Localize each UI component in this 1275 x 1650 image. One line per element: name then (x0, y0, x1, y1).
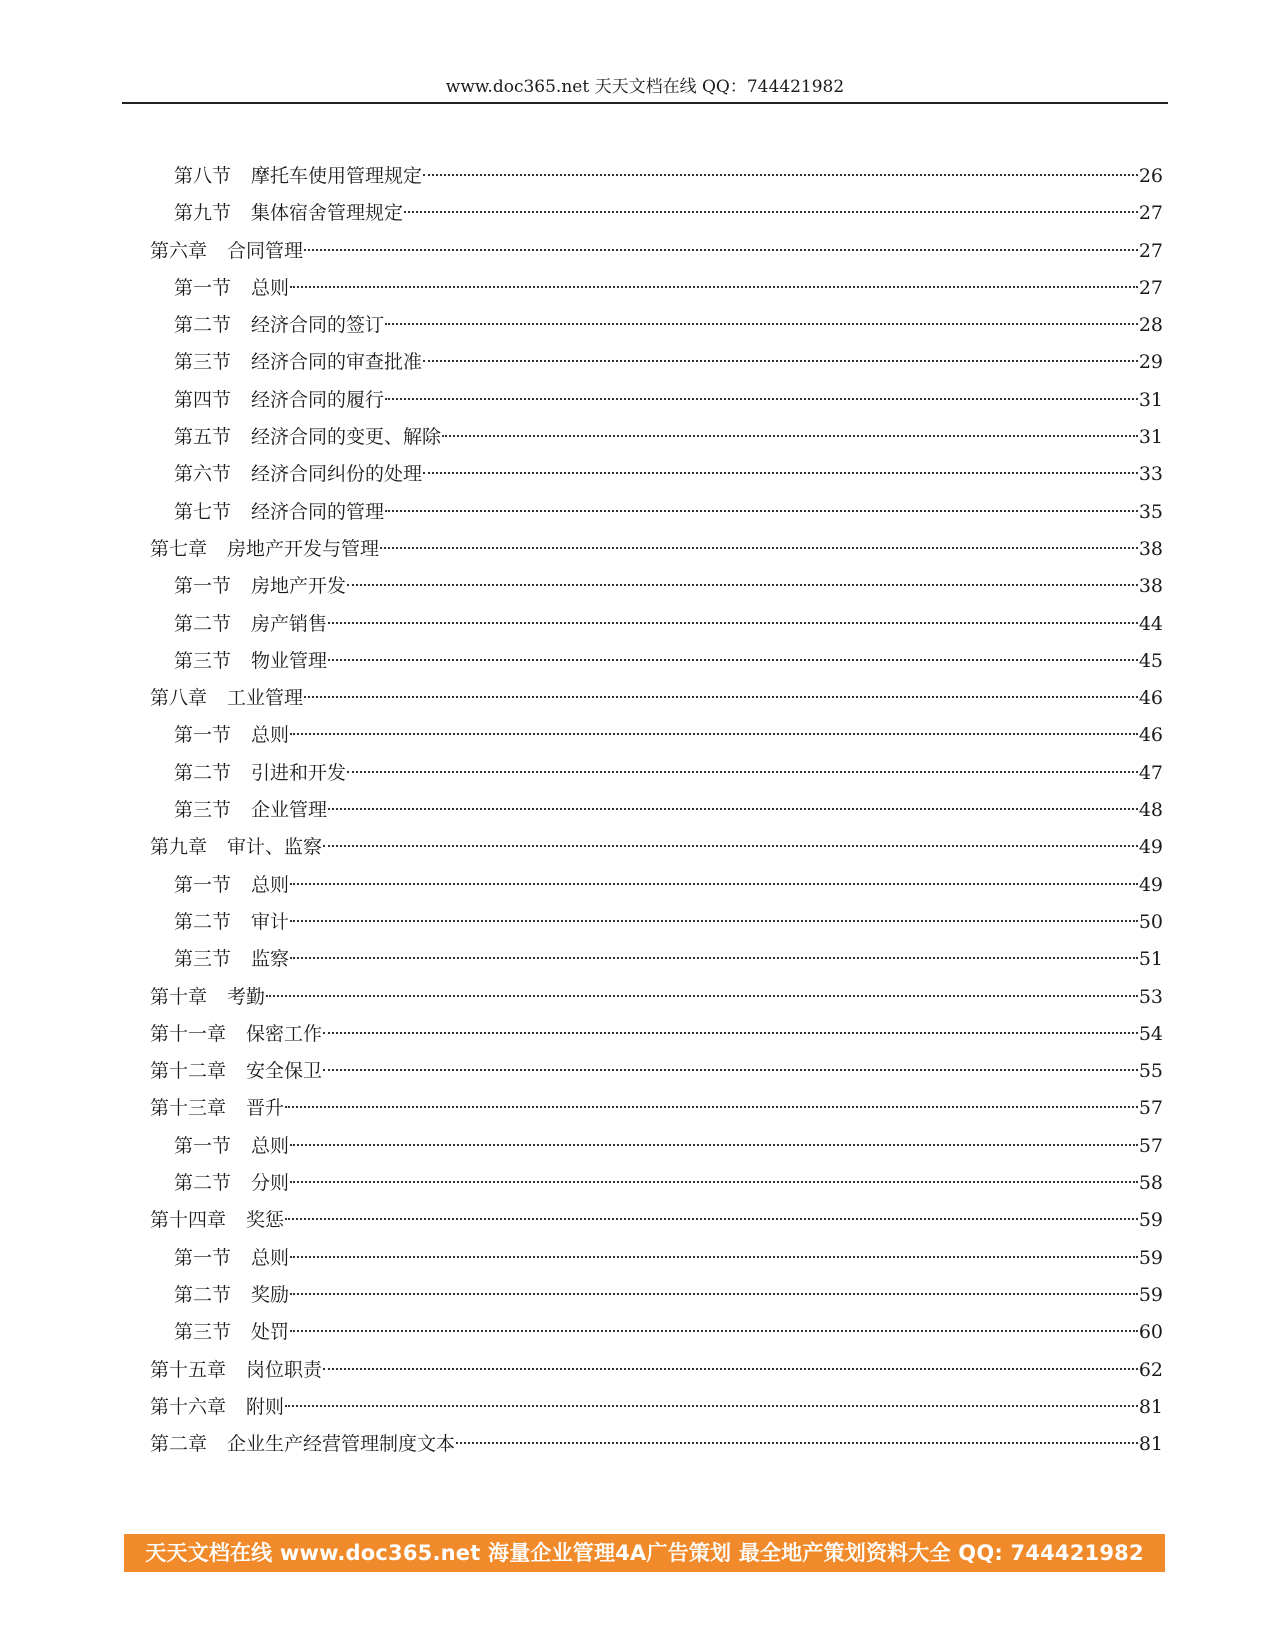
toc-entry-title: 岗位职责 (246, 1358, 323, 1381)
toc-page-number: 59 (1138, 1283, 1163, 1306)
toc-dot-leader (285, 1218, 1138, 1220)
toc-dot-leader (423, 472, 1138, 474)
toc-chapter-entry[interactable] (150, 1352, 1163, 1389)
toc-dot-leader (290, 1144, 1138, 1146)
footer-banner (124, 1534, 1165, 1572)
toc-dot-leader (380, 547, 1138, 549)
toc-page-number: 55 (1138, 1060, 1163, 1083)
toc-chapter-entry[interactable] (150, 1389, 1163, 1426)
toc-section-entry[interactable] (150, 568, 1163, 605)
toc-page-number: 45 (1138, 649, 1163, 672)
toc-entry-number: 第二章 (150, 1433, 208, 1456)
toc-chapter-entry[interactable] (150, 233, 1163, 270)
toc-entry-label (150, 1016, 322, 1053)
toc-entry-number: 第一节 (174, 1134, 232, 1157)
toc-page-number: 48 (1138, 799, 1163, 822)
toc-chapter-entry[interactable] (150, 1202, 1163, 1239)
toc-entry-label (174, 941, 289, 978)
toc-entry-label (174, 382, 384, 419)
toc-page-number: 46 (1138, 687, 1163, 710)
toc-dot-leader (347, 771, 1138, 773)
toc-page-number: 44 (1138, 612, 1163, 635)
toc-page-number: 28 (1138, 314, 1163, 337)
toc-entry-number: 第二节 (174, 761, 232, 784)
toc-dot-leader (323, 1032, 1138, 1034)
toc-entry-number: 第八节 (174, 165, 232, 187)
toc-page-number: 58 (1138, 1172, 1163, 1195)
toc-entry-number: 第三节 (174, 799, 232, 822)
toc-entry-label (174, 270, 289, 307)
toc-entry-number: 第一节 (174, 724, 232, 747)
toc-entry-number: 第六节 (174, 463, 232, 486)
toc-dot-leader (347, 584, 1138, 586)
toc-entry-number: 第一节 (174, 276, 232, 299)
toc-section-entry[interactable] (150, 382, 1163, 419)
toc-entry-title: 附则 (246, 1395, 285, 1418)
page-header (122, 76, 1168, 104)
toc-entry-label (150, 1352, 322, 1389)
toc-page-number: 38 (1138, 537, 1163, 560)
toc-chapter-entry[interactable] (150, 1016, 1163, 1053)
toc-entry-title: 监察 (251, 948, 290, 971)
toc-entry-number: 第七章 (150, 537, 208, 560)
toc-page-number: 27 (1138, 239, 1163, 262)
toc-section-entry[interactable] (150, 606, 1163, 643)
toc-dot-leader (385, 510, 1138, 512)
toc-entry-label (174, 1165, 289, 1202)
toc-page-number: 31 (1138, 426, 1163, 449)
toc-section-entry[interactable] (150, 1240, 1163, 1277)
toc-entry-title: 分则 (251, 1172, 290, 1195)
toc-section-entry[interactable] (150, 307, 1163, 344)
toc-entry-label (150, 979, 265, 1016)
toc-page-number: 29 (1138, 351, 1163, 374)
toc-entry-title: 审计 (251, 910, 290, 933)
toc-entry-label (174, 1314, 289, 1351)
toc-entry-label (150, 1426, 455, 1463)
toc-page-number: 60 (1138, 1321, 1163, 1344)
toc-section-entry[interactable] (150, 1128, 1163, 1165)
toc-dot-leader (290, 286, 1138, 288)
toc-dot-leader (285, 1106, 1138, 1108)
toc-entry-title: 考勤 (227, 985, 266, 1008)
toc-entry-title: 总则 (251, 873, 290, 896)
toc-entry-title: 企业管理 (251, 799, 328, 822)
toc-entry-number: 第三节 (174, 351, 232, 374)
toc-section-entry[interactable] (150, 643, 1163, 680)
toc-page-number: 51 (1138, 948, 1163, 971)
toc-page-number: 81 (1138, 1433, 1163, 1456)
toc-entry-title: 物业管理 (251, 649, 328, 672)
toc-section-entry[interactable] (150, 1314, 1163, 1351)
toc-page-number: 81 (1138, 1395, 1163, 1418)
toc-entry-number: 第九节 (174, 202, 232, 225)
toc-section-entry[interactable] (150, 941, 1163, 978)
toc-entry-title: 房地产开发与管理 (227, 537, 380, 560)
toc-section-entry[interactable] (150, 419, 1163, 456)
toc-entry-number: 第一节 (174, 873, 232, 896)
toc-dot-leader (323, 845, 1138, 847)
toc-entry-title: 奖励 (251, 1283, 290, 1306)
toc-entry-label (174, 606, 327, 643)
toc-entry-label (150, 829, 322, 866)
toc-entry-number: 第九章 (150, 836, 208, 859)
toc-page-number: 46 (1138, 724, 1163, 747)
toc-entry-label (150, 680, 303, 717)
toc-dot-leader (290, 1181, 1138, 1183)
toc-chapter-entry[interactable] (150, 829, 1163, 866)
toc-entry-number: 第三节 (174, 649, 232, 672)
toc-entry-title: 工业管理 (227, 687, 304, 710)
toc-page-number: 27 (1138, 202, 1163, 225)
toc-entry-number: 第二节 (174, 1283, 232, 1306)
toc-entry-label (174, 904, 289, 941)
toc-entry-title: 企业生产经营管理制度文本 (227, 1433, 456, 1456)
toc-page-number: 33 (1138, 463, 1163, 486)
toc-entry-title: 总则 (251, 276, 290, 299)
toc-section-entry[interactable] (150, 717, 1163, 754)
toc-chapter-entry[interactable] (150, 979, 1163, 1016)
toc-section-entry[interactable] (150, 867, 1163, 904)
toc-entry-label (150, 1202, 284, 1239)
toc-chapter-entry[interactable] (150, 1053, 1163, 1090)
toc-dot-leader (442, 435, 1138, 437)
toc-page-number: 35 (1138, 500, 1163, 523)
toc-entry-number: 第二节 (174, 314, 232, 337)
toc-section-entry[interactable] (150, 494, 1163, 531)
toc-dot-leader (385, 323, 1138, 325)
toc-dot-leader (323, 1368, 1138, 1370)
toc-entry-label (174, 158, 422, 195)
toc-dot-leader (290, 1330, 1138, 1332)
toc-entry-number: 第六章 (150, 239, 208, 262)
toc-entry-label (174, 344, 422, 381)
toc-entry-number: 第三节 (174, 1321, 232, 1344)
toc-entry-label (174, 867, 289, 904)
toc-entry-title: 经济合同的履行 (251, 388, 385, 411)
toc-entry-label (174, 307, 384, 344)
toc-section-entry[interactable] (150, 158, 1163, 195)
toc-dot-leader (304, 249, 1138, 251)
toc-dot-leader (328, 659, 1138, 661)
toc-section-entry[interactable] (150, 792, 1163, 829)
toc-chapter-entry[interactable] (150, 680, 1163, 717)
toc-entry-label (174, 456, 422, 493)
toc-entry-label (174, 1240, 289, 1277)
toc-entry-title: 经济合同的变更、解除 (251, 426, 442, 449)
toc-entry-title: 保密工作 (246, 1022, 323, 1045)
toc-page-number: 49 (1138, 873, 1163, 896)
toc-entry-number: 第十一章 (150, 1022, 227, 1045)
toc-page-number: 38 (1138, 575, 1163, 598)
toc-entry-label (174, 195, 403, 232)
toc-page-number: 62 (1138, 1358, 1163, 1381)
toc-entry-title: 安全保卫 (246, 1060, 323, 1083)
toc-section-entry[interactable] (150, 456, 1163, 493)
toc-dot-leader (290, 957, 1138, 959)
toc-entry-number: 第三节 (174, 948, 232, 971)
toc-dot-leader (328, 808, 1138, 810)
toc-page-number: 59 (1138, 1246, 1163, 1269)
toc-entry-label (150, 531, 379, 568)
toc-page-number: 57 (1138, 1097, 1163, 1120)
toc-entry-title: 引进和开发 (251, 761, 347, 784)
toc-dot-leader (285, 1405, 1138, 1407)
toc-page-number: 49 (1138, 836, 1163, 859)
toc-entry-title: 总则 (251, 724, 290, 747)
toc-entry-number: 第十二章 (150, 1060, 227, 1083)
toc-entry-label (174, 1277, 289, 1314)
toc-entry-number: 第十章 (150, 985, 208, 1008)
toc-entry-label (174, 419, 441, 456)
toc-entry-label (174, 1128, 289, 1165)
toc-page-number: 54 (1138, 1022, 1163, 1045)
toc-chapter-entry[interactable] (150, 1426, 1163, 1463)
toc-entry-number: 第一节 (174, 1246, 232, 1269)
toc-dot-leader (323, 1069, 1138, 1071)
toc-entry-title: 经济合同的签订 (251, 314, 385, 337)
toc-entry-title: 摩托车使用管理规定 (251, 165, 423, 187)
toc-entry-number: 第五节 (174, 426, 232, 449)
toc-section-entry[interactable] (150, 195, 1163, 232)
toc-section-entry[interactable] (150, 344, 1163, 381)
toc-dot-leader (290, 1293, 1138, 1295)
toc-section-entry[interactable] (150, 270, 1163, 307)
footer-banner-text: 天天文档在线 www.doc365.net 海量企业管理4A广告策划 最全地产策划资料大全 QQ: 744421982 (145, 1541, 1144, 1565)
toc-section-entry[interactable] (150, 755, 1163, 792)
toc-entry-title: 奖惩 (246, 1209, 285, 1232)
toc-entry-label (150, 233, 303, 270)
toc-entry-number: 第二节 (174, 910, 232, 933)
toc-entry-number: 第七节 (174, 500, 232, 523)
toc-entry-label (150, 1053, 322, 1090)
toc-entry-number: 第四节 (174, 388, 232, 411)
toc-page-number: 26 (1138, 165, 1163, 187)
toc-entry-title: 经济合同纠份的处理 (251, 463, 423, 486)
toc-dot-leader (290, 733, 1138, 735)
toc-dot-leader (456, 1442, 1138, 1444)
toc-page-number: 59 (1138, 1209, 1163, 1232)
toc-entry-label (174, 568, 346, 605)
toc-entry-title: 集体宿舍管理规定 (251, 202, 404, 225)
toc-dot-leader (290, 920, 1138, 922)
toc-dot-leader (266, 995, 1138, 997)
toc-entry-title: 晋升 (246, 1097, 285, 1120)
toc-dot-leader (423, 174, 1138, 176)
toc-dot-leader (304, 696, 1138, 698)
toc-chapter-entry[interactable] (150, 1090, 1163, 1127)
toc-entry-number: 第二节 (174, 1172, 232, 1195)
toc-section-entry[interactable] (150, 1165, 1163, 1202)
toc-dot-leader (404, 211, 1138, 213)
table-of-contents (150, 158, 1163, 1463)
toc-section-entry[interactable] (150, 904, 1163, 941)
toc-entry-number: 第一节 (174, 575, 232, 598)
toc-page-number: 50 (1138, 910, 1163, 933)
toc-entry-title: 房产销售 (251, 612, 328, 635)
toc-entry-number: 第十四章 (150, 1209, 227, 1232)
toc-entry-label (174, 717, 289, 754)
toc-section-entry[interactable] (150, 1277, 1163, 1314)
toc-entry-label (150, 1090, 284, 1127)
toc-dot-leader (385, 398, 1138, 400)
toc-entry-title: 总则 (251, 1246, 290, 1269)
toc-entry-label (174, 755, 346, 792)
toc-entry-number: 第八章 (150, 687, 208, 710)
toc-dot-leader (423, 360, 1138, 362)
toc-entry-number: 第十五章 (150, 1358, 227, 1381)
toc-entry-number: 第十六章 (150, 1395, 227, 1418)
toc-entry-number: 第十三章 (150, 1097, 227, 1120)
toc-page-number: 27 (1138, 276, 1163, 299)
toc-entry-title: 经济合同的审查批准 (251, 351, 423, 374)
header-text: www.doc365.net 天天文档在线 QQ：744421982 (445, 77, 845, 97)
toc-entry-label (174, 643, 327, 680)
toc-dot-leader (328, 622, 1138, 624)
toc-page-number: 57 (1138, 1134, 1163, 1157)
toc-entry-label (174, 792, 327, 829)
toc-entry-title: 合同管理 (227, 239, 304, 262)
toc-entry-title: 经济合同的管理 (251, 500, 385, 523)
toc-entry-label (174, 494, 384, 531)
toc-entry-title: 处罚 (251, 1321, 290, 1344)
toc-page-number: 53 (1138, 985, 1163, 1008)
toc-page-number: 31 (1138, 388, 1163, 411)
toc-entry-title: 审计、监察 (227, 836, 323, 859)
toc-dot-leader (290, 883, 1138, 885)
toc-entry-number: 第二节 (174, 612, 232, 635)
toc-entry-title: 房地产开发 (251, 575, 347, 598)
toc-entry-title: 总则 (251, 1134, 290, 1157)
toc-dot-leader (290, 1256, 1138, 1258)
toc-entry-label (150, 1389, 284, 1426)
toc-chapter-entry[interactable] (150, 531, 1163, 568)
toc-page-number: 47 (1138, 761, 1163, 784)
